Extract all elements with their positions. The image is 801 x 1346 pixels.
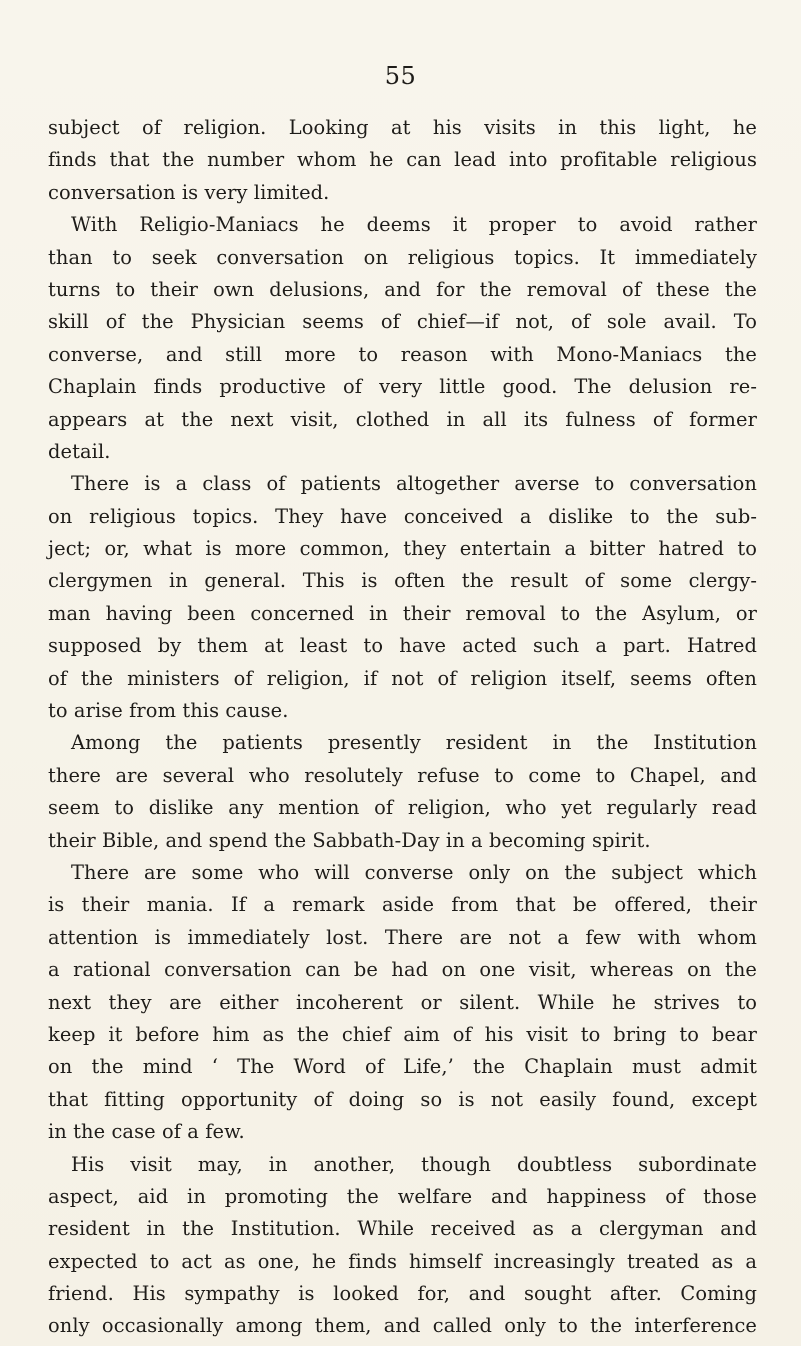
text-line: there are several who resolutely refuse to come to Chapel, and [48,763,757,787]
text-line: only occasionally among them, and called only to the interference [48,1314,757,1338]
text-line: than to seek conversation on religious topics. It immediately [48,245,757,269]
text-line: With Religio-Maniacs he deems it proper to avoid rather [71,213,757,237]
text-line: resident in the Institution. While received as a clergyman and [48,1217,757,1241]
text-line: turns to their own delusions, and for the removal of these the [48,277,757,301]
text-line: on religious topics. They have conceived a dislike to the sub- [48,504,757,528]
text-line: attention is immediately lost. There are not a few with whom [48,925,757,949]
text-line: Chaplain finds productive of very little good. The delusion re- [48,375,757,399]
text-line: There is a class of patients altogether averse to conversation [71,472,757,496]
text-line: His visit may, in another, though doubtless subordinate [71,1152,757,1176]
text-line: a rational conversation can be had on one visit, whereas on the [48,958,757,982]
text-line: Among the patients presently resident in the Institution [71,731,757,755]
text-line: in the case of a few. [48,1120,245,1144]
text-line: is their mania. If a remark aside from that be offered, their [48,893,757,917]
text-line: keep it before him as the chief aim of his visit to bring to bear [48,1022,757,1046]
text-line: ject; or, what is more common, they entertain a bitter hatred to [48,537,757,561]
text-line: their Bible, and spend the Sabbath-Day in a becoming spirit. [48,828,651,852]
text-line: skill of the Physician seems of chief—if not, of sole avail. To [48,310,757,334]
text-line: man having been concerned in their removal to the Asylum, or [48,601,757,625]
page-number: 55 [384,62,417,90]
text-line: that fitting opportunity of doing so is not easily found, except [48,1087,757,1111]
text-line: appears at the next visit, clothed in all its fulness of former [48,407,757,431]
text-line: subject of religion. Looking at his visits in this light, he [48,116,757,139]
text-line: on the mind ‘ The Word of Life,’ the Chaplain must admit [48,1055,757,1079]
text-line: to arise from this cause. [48,699,289,723]
text-line: aspect, aid in promoting the welfare and happiness of those [48,1184,757,1208]
text-line: seem to dislike any mention of religion, who yet regularly read [48,796,757,820]
text-line: supposed by them at least to have acted such a part. Hatred [48,634,757,658]
text-line: next they are either incoherent or silent. While he strives to [48,990,757,1014]
body-text [48,112,757,1343]
text-line: finds that the number whom he can lead into profitable religious [48,148,757,172]
text-line: converse, and still more to reason with Mono-Maniacs the [48,342,757,366]
text-line: friend. His sympathy is looked for, and sought after. Coming [48,1282,757,1306]
text-line: of the ministers of religion, if not of religion itself, seems often [48,666,757,690]
text-line: expected to act as one, he finds himself increasingly treated as a [48,1249,757,1273]
text-line: There are some who will converse only on the subject which [71,860,757,884]
text-line: clergymen in general. This is often the result of some clergy- [48,569,757,593]
text-line: conversation is very limited. [48,180,330,204]
text-line: detail. [48,439,111,463]
